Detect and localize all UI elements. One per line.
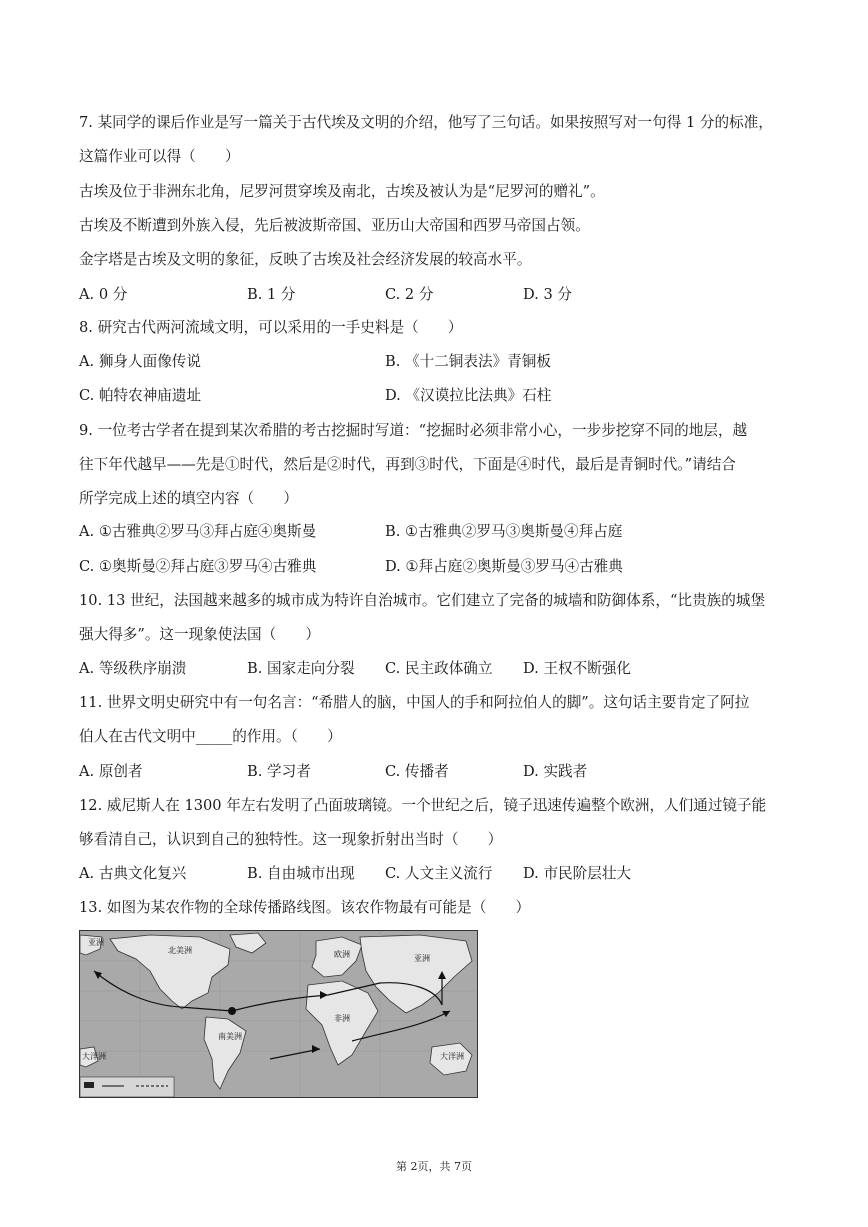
q10-option-d[interactable]: D. 王权不断强化: [523, 660, 632, 677]
q7-stem-line1: 7. 某同学的课后作业是写一篇关于古代埃及文明的介绍，他写了三句话。如果按照写对一句得 1 分的标准，: [79, 114, 773, 131]
map-label-africa: 非洲: [334, 1014, 350, 1023]
q10-stem-line1: 10. 13 世纪，法国越来越多的城市成为特许自治城市。它们建立了完备的城墙和防御体系，“比贵族的城堡: [79, 592, 766, 609]
page-footer: 第 2页，共 7页: [396, 1160, 472, 1173]
q12-stem-line2: 够看清自己，认识到自己的独特性。这一现象折射出当时（ ）: [79, 831, 503, 848]
q10-option-c[interactable]: C. 民主政体确立: [385, 660, 493, 677]
map-label-oceania-right: 大洋洲: [440, 1052, 464, 1061]
q12-option-d[interactable]: D. 市民阶层壮大: [523, 865, 632, 882]
q9-option-d[interactable]: D. ①拜占庭②奥斯曼③罗马④古雅典: [385, 558, 623, 575]
q7-stem-line2: 这篇作业可以得（ ）: [79, 148, 240, 165]
q12-option-b[interactable]: B. 自由城市出现: [247, 865, 355, 882]
map-label-asia-right: 亚洲: [414, 954, 430, 963]
q9-stem-line1: 9. 一位考古学者在提到某次希腊的考古挖掘时写道：“挖掘时必须非常小心，一步步挖穿不同的地层，越: [79, 422, 748, 439]
map-label-asia-left: 亚洲: [88, 938, 104, 947]
q7-statement-1: 古埃及位于非洲东北角，尼罗河贯穿埃及南北，古埃及被认为是“尼罗河的赠礼”。: [79, 183, 605, 200]
q7-option-a[interactable]: A. 0 分: [79, 286, 128, 303]
q11-stem-line2: 伯人在古代文明中_____的作用。（ ）: [79, 728, 342, 745]
q12-option-a[interactable]: A. 古典文化复兴: [79, 865, 187, 882]
q7-option-c[interactable]: C. 2 分: [385, 286, 434, 303]
q13-stem: 13. 如图为某农作物的全球传播路线图。该农作物最有可能是（ ）: [79, 899, 531, 916]
map-label-north-america: 北美洲: [168, 946, 192, 955]
q11-option-c[interactable]: C. 传播者: [385, 763, 449, 780]
q8-option-a[interactable]: A. 狮身人面像传说: [79, 353, 201, 370]
q11-stem-line1: 11. 世界文明史研究中有一句名言：“希腊人的脑，中国人的手和阿拉伯人的脚”。这句话主要肯定了阿拉: [79, 694, 750, 711]
q10-option-b[interactable]: B. 国家走向分裂: [247, 660, 355, 677]
crop-spread-world-map: [79, 930, 478, 1098]
q7-option-d[interactable]: D. 3 分: [523, 286, 572, 303]
q11-option-b[interactable]: B. 学习者: [247, 763, 311, 780]
q9-option-a[interactable]: A. ①古雅典②罗马③拜占庭④奥斯曼: [79, 523, 317, 540]
q9-option-b[interactable]: B. ①古雅典②罗马③奥斯曼④拜占庭: [385, 523, 623, 540]
q9-option-c[interactable]: C. ①奥斯曼②拜占庭③罗马④古雅典: [79, 558, 317, 575]
q11-option-a[interactable]: A. 原创者: [79, 763, 143, 780]
q12-stem-line1: 12. 威尼斯人在 1300 年左右发明了凸面玻璃镜。一个世纪之后，镜子迅速传遍整个欧洲，人们通过镜子能: [79, 797, 767, 814]
map-label-oceania-left: 大洋洲: [82, 1052, 106, 1061]
q11-option-d[interactable]: D. 实践者: [523, 763, 588, 780]
q10-option-a[interactable]: A. 等级秩序崩溃: [79, 660, 187, 677]
q8-option-d[interactable]: D. 《汉谟拉比法典》石柱: [385, 387, 552, 404]
q9-stem-line2: 往下年代越早——先是①时代，然后是②时代，再到③时代，下面是④时代，最后是青铜时代。”请结合: [79, 456, 736, 473]
q8-option-c[interactable]: C. 帕特农神庙遗址: [79, 387, 202, 404]
q10-stem-line2: 强大得多”。这一现象使法国（ ）: [79, 626, 320, 643]
q7-statement-3: 金字塔是古埃及文明的象征，反映了古埃及社会经济发展的较高水平。: [79, 251, 532, 268]
q8-option-b[interactable]: B. 《十二铜表法》青铜板: [385, 353, 551, 370]
q7-option-b[interactable]: B. 1 分: [247, 286, 296, 303]
q9-stem-line3: 所学完成上述的填空内容（ ）: [79, 490, 298, 507]
map-label-europe: 欧洲: [334, 950, 350, 959]
q8-stem: 8. 研究古代两河流域文明，可以采用的一手史料是（ ）: [79, 319, 463, 336]
q12-option-c[interactable]: C. 人文主义流行: [385, 865, 493, 882]
q7-statement-2: 古埃及不断遭到外族入侵，先后被波斯帝国、亚历山大帝国和西罗马帝国占领。: [79, 217, 590, 234]
map-label-south-america: 南美洲: [218, 1032, 242, 1041]
